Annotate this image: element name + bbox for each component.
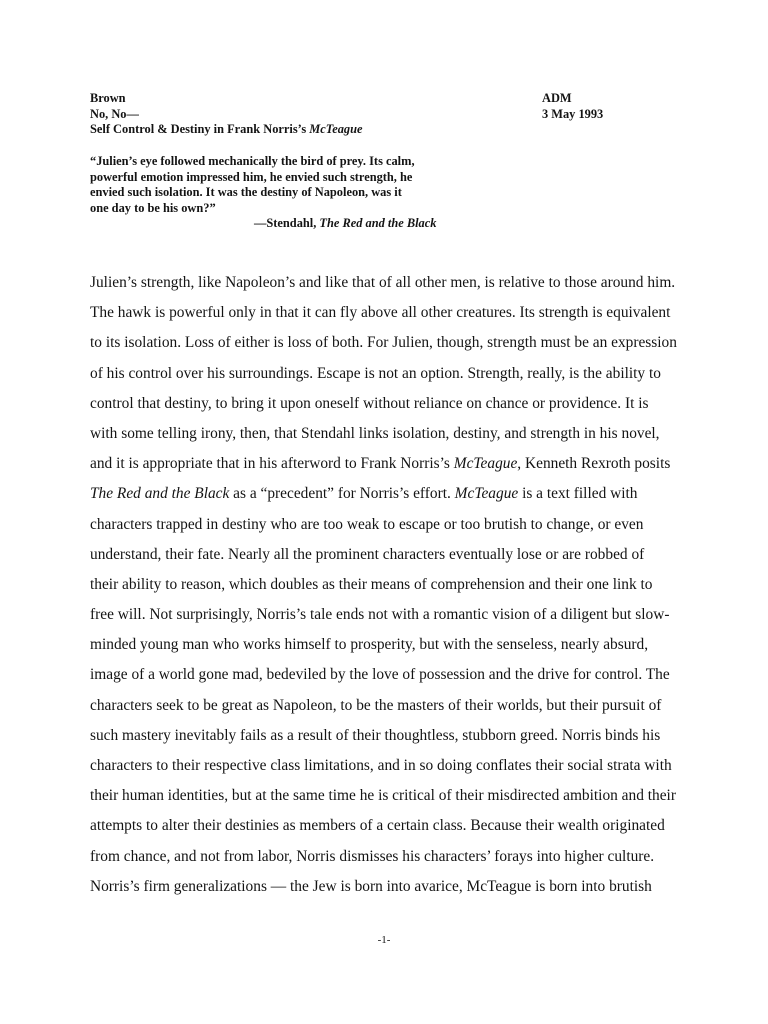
body-line: to its isolation. Loss of either is loss of both. For Julien, though, strength must be an expression xyxy=(90,334,677,352)
body-line: of his control over his surroundings. Escape is not an option. Strength, really, is the ability to xyxy=(90,364,661,382)
body-line: characters to their respective class limitations, and in so doing conflates their social strata with xyxy=(90,757,672,774)
body-line: characters seek to be great as Napoleon, to be the masters of their worlds, but their pursuit of xyxy=(90,696,662,714)
body-line: The hawk is powerful only in that it can fly above all other creatures. Its strength is equivalent xyxy=(90,304,671,322)
body-line: characters trapped in destiny who are too weak to escape or too brutish to change, or even xyxy=(90,515,644,533)
body-line: their ability to reason, which doubles as their means of comprehension and their one link to xyxy=(90,575,653,593)
body-line: their human identities, but at the same time he is critical of their misdirected ambition and their xyxy=(90,787,676,805)
author-name: Brown xyxy=(90,91,126,105)
body-line: The Red and the Black as a “precedent” for Norris’s effort. McTeague is a text filled with xyxy=(90,485,638,503)
body-line: such mastery inevitably fails as a result of their thoughtless, stubborn greed. Norris binds his xyxy=(90,726,661,744)
paper-subtitle: Self Control & Destiny in Frank Norris’s McTeague xyxy=(90,122,363,136)
epigraph-attribution: —Stendahl, The Red and the Black xyxy=(254,216,437,230)
body-line: understand, their fate. Nearly all the prominent characters eventually lose or are robbed of xyxy=(90,545,645,563)
page-number: -1- xyxy=(377,934,391,946)
body-line: free will. Not surprisingly, Norris’s tale ends not with a romantic vision of a diligent but slow- xyxy=(90,606,670,624)
body-line: attempts to alter their destinies as members of a certain class. Because their wealth originated xyxy=(90,817,665,835)
epigraph-line: one day to be his own?” xyxy=(90,200,216,215)
epigraph-line: envied such isolation. It was the destiny of Napoleon, was it xyxy=(90,185,402,199)
body-line: Norris’s firm generalizations — the Jew is born into avarice, McTeague is born into brutish xyxy=(90,877,652,895)
body-line: from chance, and not from labor, Norris dismisses his characters’ forays into higher culture. xyxy=(90,847,655,865)
course-code: ADM xyxy=(542,91,572,105)
body-line: with some telling irony, then, that Stendahl links isolation, destiny, and strength in his novel, xyxy=(90,424,660,442)
body-line: minded young man who works himself to prosperity, but with the senseless, nearly absurd, xyxy=(90,636,649,654)
body-line: Julien’s strength, like Napoleon’s and like that of all other men, is relative to those around him. xyxy=(90,274,676,291)
body-line: control that destiny, to bring it upon oneself without reliance on chance or providence. It is xyxy=(90,394,649,412)
header-left xyxy=(90,91,510,138)
date: 3 May 1993 xyxy=(542,106,604,121)
epigraph xyxy=(90,154,470,230)
paper-title: No, No— xyxy=(90,106,139,121)
header-right xyxy=(542,91,702,122)
body-paragraph xyxy=(90,268,690,902)
body-line: image of a world gone mad, bedeviled by the love of possession and the drive for control. The xyxy=(90,666,670,684)
epigraph-line: powerful emotion impressed him, he envied such strength, he xyxy=(90,169,413,184)
body-line: and it is appropriate that in his afterword to Frank Norris’s McTeague, Kenneth Rexroth posits xyxy=(90,455,671,473)
epigraph-line: “Julien’s eye followed mechanically the bird of prey. Its calm, xyxy=(90,154,415,168)
